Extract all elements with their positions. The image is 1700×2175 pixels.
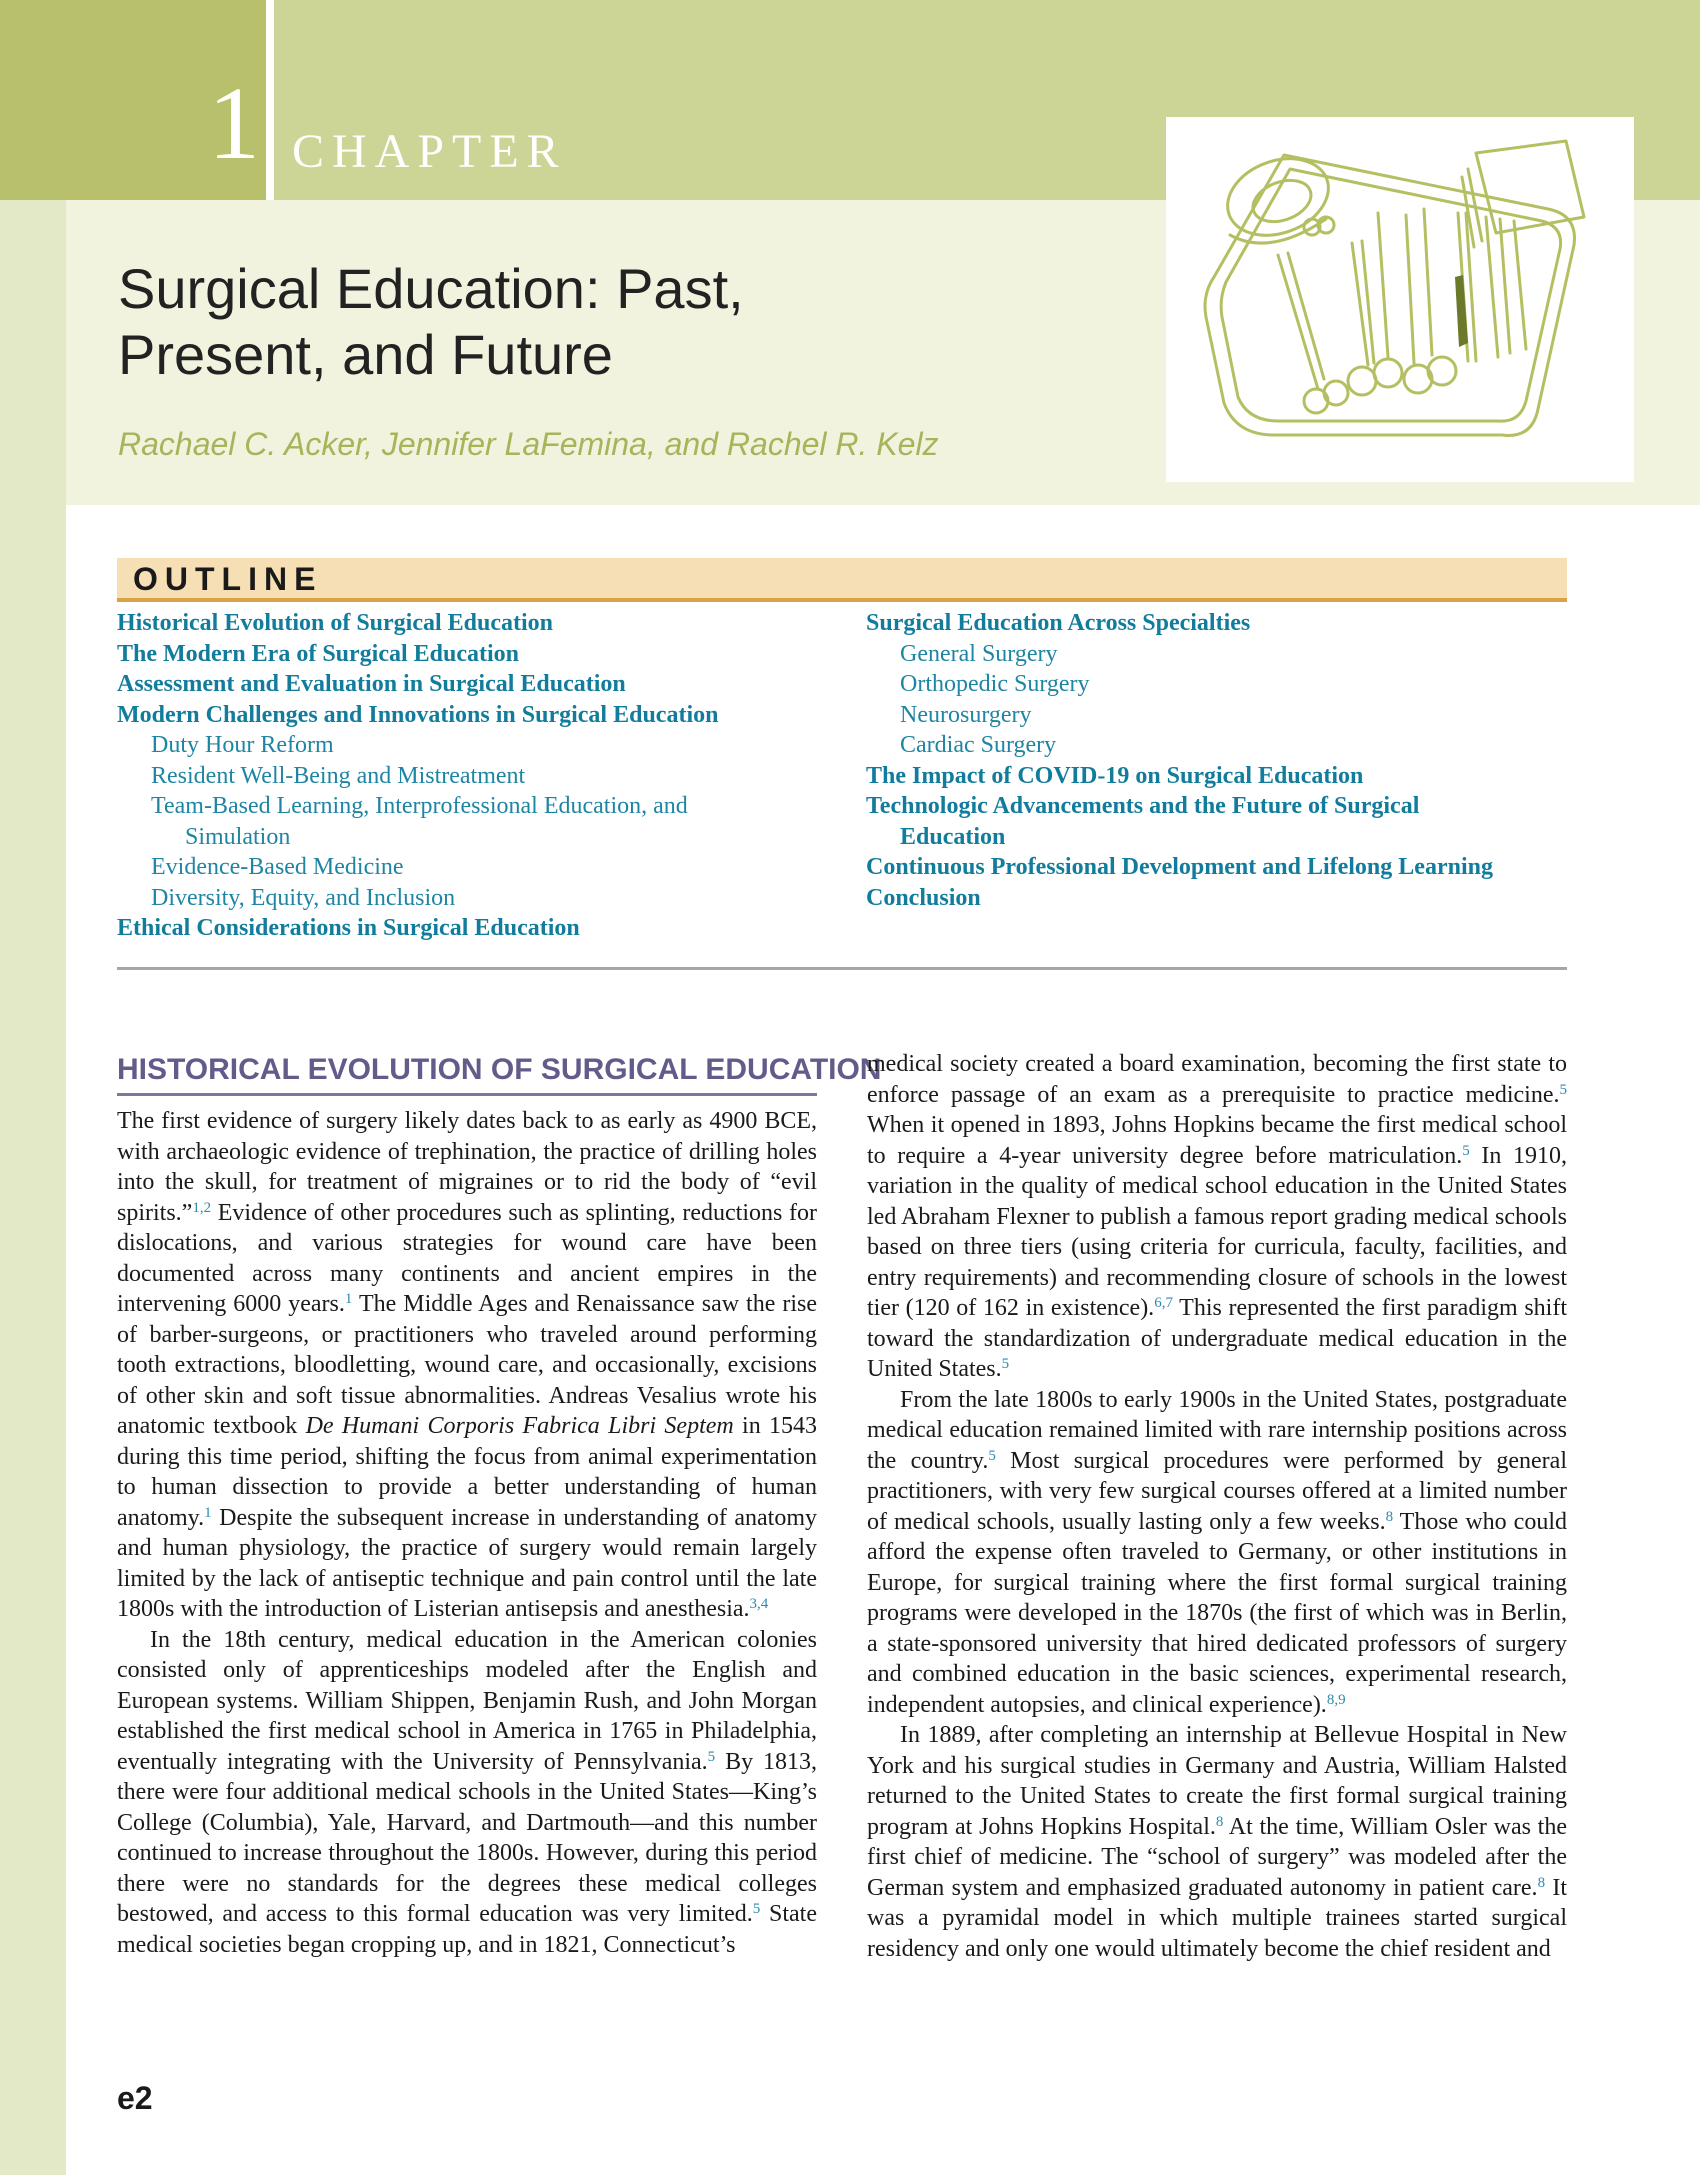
outline-item[interactable]: Resident Well-Being and Mistreatment xyxy=(151,762,526,789)
outline-item[interactable]: Orthopedic Surgery xyxy=(900,671,1090,697)
citation-ref[interactable]: 1,2 xyxy=(192,1199,212,1216)
citation-ref[interactable]: 1 xyxy=(344,1291,353,1307)
outline-item[interactable]: Neurosurgery xyxy=(900,701,1032,728)
citation-ref[interactable]: 5 xyxy=(1559,1081,1567,1098)
body-text: At the time, William Osler was the first chief of medicine. The “school of surgery” was modeled after the German system and emphasized graduated autonomy in patient care. xyxy=(867,1813,1568,1901)
body-text: This represented the first paradigm shift toward the standardization of undergraduate medical education in the United States. xyxy=(867,1295,1567,1382)
chapter-title-line-2: Present, and Future xyxy=(118,323,613,386)
outline-item[interactable]: Surgical Education Across Specialties xyxy=(866,610,1251,636)
citation-ref[interactable]: 8 xyxy=(1215,1813,1224,1830)
outline-item[interactable]: Team-Based Learning, Interprofessional Education, and xyxy=(151,793,688,819)
body-paragraph xyxy=(867,1385,1567,1721)
outline-item[interactable]: Conclusion xyxy=(866,884,981,911)
outline-item[interactable]: Evidence-Based Medicine xyxy=(151,854,404,880)
body-text: Those who could afford the expense often traveled to Germany, or other institutions in Europe, for surgical training where the first formal surgical training programs were developed in the 1870s (the first of which was in Berlin, a state-sponsored university that hired dedicated professors of surgery and combined education in the basic sciences, experimental research, independent autopsies, and clinical experience). xyxy=(867,1508,1567,1718)
outline-item[interactable]: Duty Hour Reform xyxy=(151,732,334,758)
citation-ref[interactable]: 8 xyxy=(1537,1874,1546,1891)
surgical-instrument-tray-icon xyxy=(1166,117,1634,482)
outline-item[interactable]: Technologic Advancements and the Future of Surgical xyxy=(866,793,1420,819)
citation-ref[interactable]: 8,9 xyxy=(1326,1691,1346,1708)
outline-item[interactable]: General Surgery xyxy=(900,640,1058,667)
section-heading-rule xyxy=(117,1093,817,1096)
body-text: State medical societies began cropping up, and in 1821, Connecticut’s xyxy=(117,1901,817,1958)
outline-left-column xyxy=(117,608,847,944)
chapter-authors: Rachael C. Acker, Jennifer LaFemina, and Rachel R. Kelz xyxy=(118,426,939,462)
body-text: By 1813, there were four additional medical schools in the United States—King’s College (Columbia), Yale, Harvard, and Dartmouth—and this number continued to increase throughout the 1800s. However, during this period there were no standards for the degrees these medical colleges bestowed, and access to this formal education was very limited. xyxy=(117,1748,817,1927)
outline-item[interactable]: Education xyxy=(900,823,1006,850)
body-text: It was a pyramidal model in which multiple trainees started surgical residency and only one would ultimately become the chief resident and xyxy=(867,1874,1567,1962)
header-divider xyxy=(266,0,274,200)
section-heading: HISTORICAL EVOLUTION OF SURGICAL EDUCATION xyxy=(117,1053,882,1086)
outline-right-column xyxy=(866,608,1576,913)
outline-item[interactable]: Continuous Professional Development and Lifelong Learning xyxy=(866,854,1493,880)
body-text: Despite the subsequent increase in understanding of anatomy and human physiology, the practice of surgery would remain largely limited by the lack of antiseptic technique and pain control until the late 1800s with the introduction of Listerian antisepsis and anesthesia. xyxy=(117,1504,817,1622)
body-text: medical society created a board examination, becoming the first state to enforce passage of an exam as a prerequisite to practice medicine. xyxy=(867,1051,1567,1108)
body-text: From the late 1800s to early 1900s in the United States, postgraduate medical education remained limited with rare internship positions across the country. xyxy=(867,1386,1567,1474)
citation-ref[interactable]: 8 xyxy=(1385,1508,1394,1525)
book-title: De Humani Corporis Fabrica Libri Septem xyxy=(305,1413,734,1439)
chapter-outline xyxy=(117,558,1567,941)
outline-item[interactable]: Assessment and Evaluation in Surgical Education xyxy=(117,671,626,697)
citation-ref[interactable]: 5 xyxy=(1462,1142,1470,1159)
body-paragraph xyxy=(117,1625,817,1961)
chapter-title xyxy=(118,256,1068,388)
body-text: The first evidence of surgery likely dates back to as early as 4900 BCE, with archaeologic evidence of trephination, the practice of drilling holes into the skull, for treatment of migraines or to rid the body of “evil spirits.” xyxy=(117,1108,817,1226)
citation-ref[interactable]: 1 xyxy=(204,1504,212,1521)
citation-ref[interactable]: 5 xyxy=(1001,1356,1010,1372)
citation-ref[interactable]: 5 xyxy=(988,1447,996,1464)
body-text: Evidence of other procedures such as splinting, reductions for dislocations, and various strategies for wound care have been documented across many continents and ancient empires in the intervening 6000 years. xyxy=(117,1199,817,1317)
chapter-label: CHAPTER xyxy=(292,125,567,178)
body-paragraph xyxy=(867,1720,1567,1964)
chapter-number: 1 xyxy=(208,66,260,181)
outline-item[interactable]: The Impact of COVID-19 on Surgical Education xyxy=(866,762,1364,789)
citation-ref[interactable]: 5 xyxy=(707,1748,716,1765)
body-paragraph xyxy=(867,1049,1567,1385)
body-text: in 1543 during this time period, shifting the focus from animal experimentation to human dissection to provide a better understanding of human anatomy. xyxy=(117,1413,818,1531)
chapter-title-line-1: Surgical Education: Past, xyxy=(118,257,744,320)
citation-ref[interactable]: 3,4 xyxy=(749,1596,769,1612)
outline-divider xyxy=(117,967,1567,970)
outline-item[interactable]: Historical Evolution of Surgical Education xyxy=(117,610,554,636)
outline-item[interactable]: The Modern Era of Surgical Education xyxy=(117,640,520,667)
page-number: e2 xyxy=(117,2080,153,2116)
body-text: Most surgical procedures were performed by general practitioners, with very few surgical courses offered at a limited number of medical schools, usually lasting only a few weeks. xyxy=(867,1447,1567,1535)
body-left-column xyxy=(117,1106,817,1960)
citation-ref[interactable]: 5 xyxy=(752,1901,761,1917)
outline-item[interactable]: Simulation xyxy=(185,823,291,850)
outline-item[interactable]: Diversity, Equity, and Inclusion xyxy=(151,884,456,911)
outline-item[interactable]: Ethical Considerations in Surgical Education xyxy=(117,915,580,941)
outline-item[interactable]: Modern Challenges and Innovations in Surgical Education xyxy=(117,701,719,728)
body-text: The Middle Ages and Renaissance saw the rise of barber-surgeons, or practitioners who traveled around performing tooth extractions, bloodletting, wound care, and occasionally, excisions of other skin and soft tissue abnormalities. Andreas Vesalius wrote his anatomic textbook xyxy=(117,1291,818,1439)
body-paragraph xyxy=(117,1106,817,1625)
outline-heading: OUTLINE xyxy=(117,558,1567,602)
body-text: In 1889, after completing an internship at Bellevue Hospital in New York and his surgical studies in Germany and Austria, William Halsted returned to the United States to create the first formal surgical training program at Johns Hopkins Hospital. xyxy=(867,1722,1567,1840)
outline-item[interactable]: Cardiac Surgery xyxy=(900,732,1057,758)
body-text: When it opened in 1893, Johns Hopkins became the first medical school to require a 4-year university degree before matriculation. xyxy=(867,1112,1567,1169)
body-text: In the 18th century, medical education in the American colonies consisted only of apprenticeships modeled after the English and European systems. William Shippen, Benjamin Rush, and John Morgan established the first medical school in America in 1765 in Philadelphia, eventually integrating with the University of Pennsylvania. xyxy=(117,1626,817,1775)
chapter-illustration xyxy=(1166,117,1634,482)
left-margin-strip xyxy=(0,0,66,2175)
body-right-column xyxy=(867,1049,1567,1964)
citation-ref[interactable]: 6,7 xyxy=(1154,1295,1173,1311)
body-text: In 1910, variation in the quality of medical school education in the United States led Abraham Flexner to publish a famous report grading medical schools based on three tiers (using criteria for curricula, faculty, facilities, and entry requirements) and recommending closure of schools in the lowest tier (120 of 162 in existence). xyxy=(867,1142,1568,1321)
